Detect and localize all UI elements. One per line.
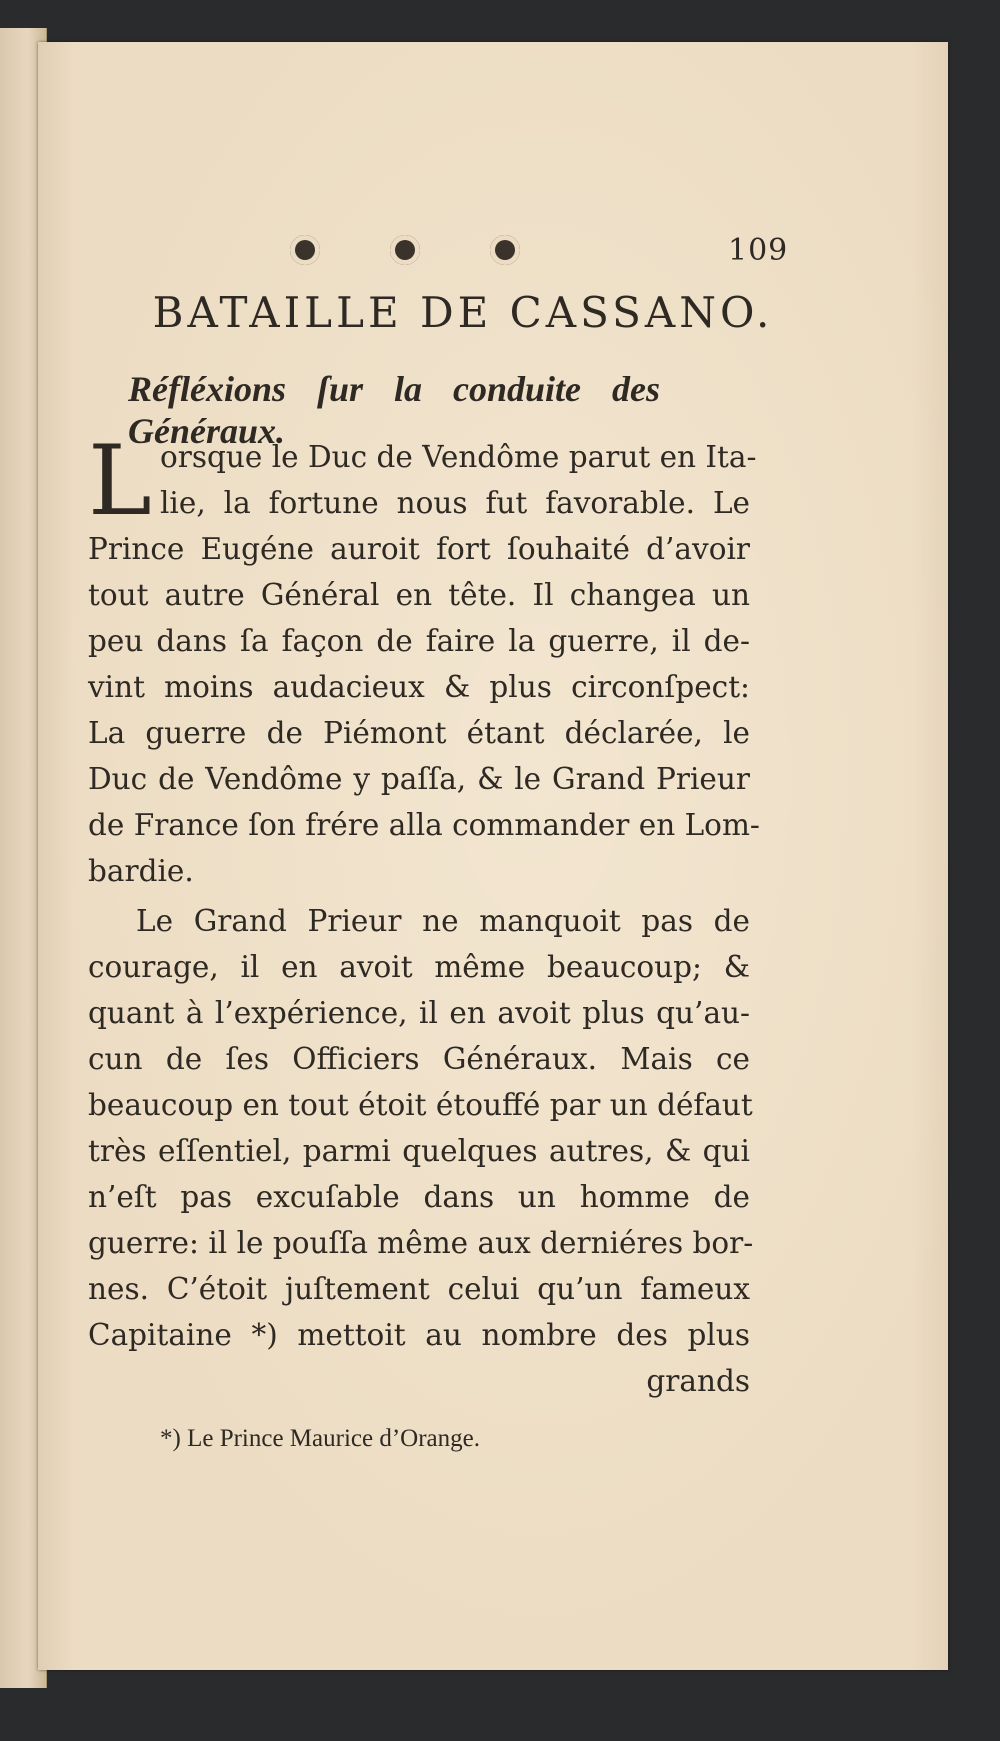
text-line: La guerre de Piémont étant déclarée, le (88, 716, 750, 750)
text-line: orsque le Duc de Vendôme parut en Ita- (160, 440, 757, 474)
chapter-title: BATAILLE DE CASSANO. (152, 288, 774, 337)
text-line: Le Grand Prieur ne manquoit pas de (136, 904, 750, 938)
rosette-icon (290, 235, 320, 265)
page-header (38, 235, 948, 275)
text-line: très eſſentiel, parmi quelques autres, & qui (88, 1134, 750, 1168)
drop-cap: L (88, 425, 152, 537)
paragraph-2 (88, 898, 754, 1404)
text-line: quant à l’expérience, il en avoit plus qu’au- (88, 996, 750, 1030)
page-number: 109 (728, 233, 789, 268)
paragraph-1 (88, 425, 760, 894)
catchword: grands (646, 1364, 750, 1398)
text-line: lie, la fortune nous fut favorable. Le (160, 486, 750, 520)
text-line: nes. C’étoit juſtement celui qu’un fameux (88, 1272, 750, 1306)
text-line: n’eſt pas excuſable dans un homme de (88, 1180, 750, 1214)
footnote: *) Le Prince Maurice d’Orange. (160, 1425, 480, 1452)
text-line: guerre: il le pouſſa même aux derniéres bor- (88, 1226, 754, 1260)
text-line: tout autre Général en tête. Il changea un (88, 578, 750, 612)
text-line: Prince Eugéne auroit fort ſouhaité d’avoir (88, 532, 750, 566)
text-line: beaucoup en tout étoit étouffé par un défaut (88, 1088, 753, 1122)
book-page (38, 42, 948, 1670)
text-line: vint moins audacieux & plus circonſpect: (88, 670, 750, 704)
text-line: Capitaine *) mettoit au nombre des plus (88, 1318, 750, 1352)
text-line: courage, il en avoit même beaucoup; & (88, 950, 750, 984)
rosette-icon (490, 235, 520, 265)
chapter-subtitle: Réfléxions ſur la conduite des Généraux. (128, 369, 661, 451)
text-line: cun de ſes Officiers Généraux. Mais ce (88, 1042, 750, 1076)
text-line: Duc de Vendôme y paſſa, & le Grand Prieur (88, 762, 750, 796)
text-line: bardie. (88, 854, 194, 888)
text-line: peu dans ſa façon de faire la guerre, il de- (88, 624, 750, 658)
rosette-icon (390, 235, 420, 265)
text-line: de France ſon frére alla commander en Lom- (88, 808, 760, 842)
